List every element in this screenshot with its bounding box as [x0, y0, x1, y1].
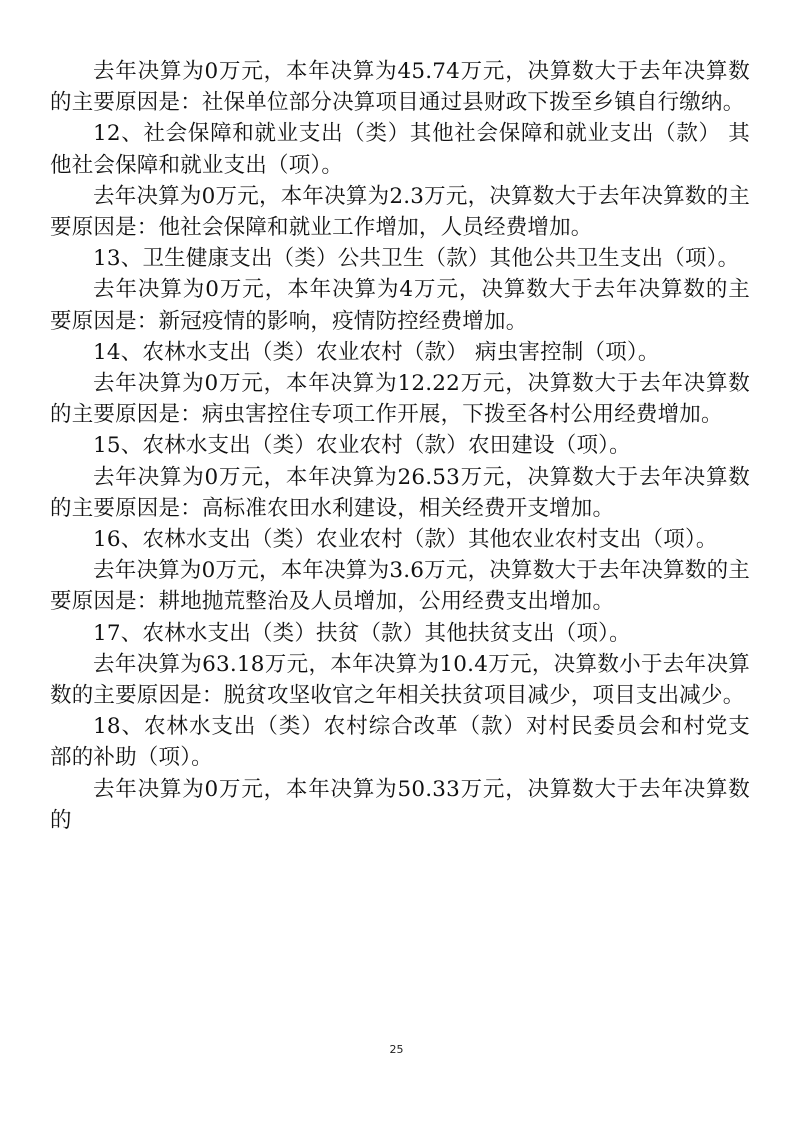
paragraph-item-heading: 13、卫生健康支出（类）公共卫生（款）其他公共卫生支出（项）。: [93, 246, 740, 272]
paragraph-item-heading: 17、农林水支出（类）扶贫（款）其他扶贫支出（项）。: [93, 620, 631, 646]
page-number: 25: [389, 1043, 404, 1056]
paragraph-budget-note: 去年决算为0万元，本年决算为45.74万元，决算数大于去年决算数的主要原因是：社保单位部分决算项目通过县财政下拨至乡镇自行缴纳。: [50, 59, 750, 116]
paragraph-item-heading: 16、农林水支出（类）农业农村（款）其他农业农村支出（项）。: [93, 527, 718, 553]
paragraph-item-heading: 15、农林水支出（类）农业农村（款）农田建设（项）。: [93, 433, 631, 459]
paragraph-budget-note: 去年决算为0万元，本年决算为12.22万元，决算数大于去年决算数的主要原因是：病虫害控住专项工作开展，下拨至各村公用经费增加。: [50, 371, 750, 428]
paragraph-item-heading: 12、社会保障和就业支出（类）其他社会保障和就业支出（款） 其他社会保障和就业支出（项）。: [50, 121, 750, 178]
paragraph-budget-note: 去年决算为63.18万元，本年决算为10.4万元，决算数小于去年决算数的主要原因是：脱贫攻坚收官之年相关扶贫项目减少，项目支出减少。: [50, 651, 750, 709]
paragraph-budget-note: 去年决算为0万元，本年决算为2.3万元，决算数大于去年决算数的主要原因是：他社会保障和就业工作增加，人员经费增加。: [50, 183, 750, 241]
body-text: [50, 56, 750, 836]
paragraph-budget-note: 去年决算为0万元，本年决算为4万元，决算数大于去年决算数的主要原因是：新冠疫情的影响，疫情防控经费增加。: [50, 277, 750, 334]
paragraph-item-heading: 18、农林水支出（类）农村综合改革（款）对村民委员会和村党支部的补助（项）。: [50, 714, 750, 771]
paragraph-budget-note: 去年决算为0万元，本年决算为50.33万元，决算数大于去年决算数的: [50, 776, 750, 833]
paragraph-budget-note: 去年决算为0万元，本年决算为26.53万元，决算数大于去年决算数的主要原因是：高标准农田水利建设，相关经费开支增加。: [50, 464, 750, 521]
paragraph-budget-note: 去年决算为0万元，本年决算为3.6万元，决算数大于去年决算数的主要原因是：耕地抛荒整治及人员增加，公用经费支出增加。: [50, 558, 750, 615]
paragraph-item-heading: 14、农林水支出（类）农业农村（款） 病虫害控制（项）。: [93, 339, 660, 365]
